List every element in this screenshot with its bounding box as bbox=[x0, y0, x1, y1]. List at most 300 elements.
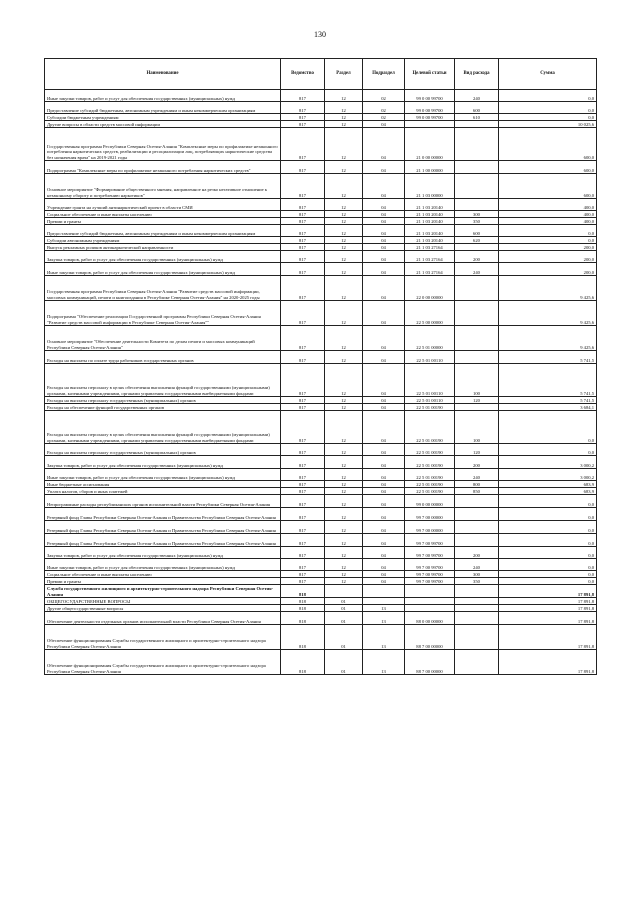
cell-expense-type bbox=[455, 585, 499, 598]
cell-expense-type bbox=[455, 625, 499, 650]
cell-name: Субсидии автономным учреждениям bbox=[45, 237, 281, 244]
cell-subsection: 13 bbox=[363, 605, 405, 612]
cell-section: 12 bbox=[325, 364, 363, 397]
table-row bbox=[45, 508, 597, 521]
table-row bbox=[45, 598, 597, 605]
cell-section: 12 bbox=[325, 225, 363, 237]
cell-name: Государственная программа Республики Северная Осетия-Алания "Развитие средств массовой информации, массовых коммуникаций, печати и книгоиздания в Республике Северная Осетия-Алания" на 2020-2025 годы bbox=[45, 276, 281, 301]
cell-target: 22 5 01 00190 bbox=[405, 481, 455, 488]
cell-target: 22 5 01 00190 bbox=[405, 456, 455, 469]
cell-section: 12 bbox=[325, 114, 363, 121]
cell-name: Закупка товаров, работ и услуг для обеспечения государственных (муниципальных) нужд bbox=[45, 547, 281, 559]
cell-section: 12 bbox=[325, 456, 363, 469]
cell-ministry: 817 bbox=[281, 364, 325, 397]
table-row bbox=[45, 114, 597, 121]
cell-ministry: 817 bbox=[281, 521, 325, 534]
cell-expense-type bbox=[455, 244, 499, 251]
cell-section: 12 bbox=[325, 199, 363, 211]
cell-sum: 0,0 bbox=[499, 90, 597, 102]
cell-sum: 600,0 bbox=[499, 128, 597, 161]
cell-ministry: 817 bbox=[281, 199, 325, 211]
table-row bbox=[45, 326, 597, 351]
cell-expense-type: 600 bbox=[455, 225, 499, 237]
header-expense-type: Вид расхода bbox=[455, 59, 499, 90]
cell-target bbox=[405, 598, 455, 605]
cell-sum: 17 891,8 bbox=[499, 598, 597, 605]
cell-expense-type: 240 bbox=[455, 90, 499, 102]
cell-name: Основное мероприятие "Обеспечение деятельности Комитета по делам печати и массовых коммуникаций Республики Северная Осетия-Алания" bbox=[45, 326, 281, 351]
cell-sum: 0,0 bbox=[499, 411, 597, 444]
cell-expense-type bbox=[455, 121, 499, 128]
cell-sum: 5 741,5 bbox=[499, 364, 597, 397]
cell-subsection: 04 bbox=[363, 456, 405, 469]
cell-section: 01 bbox=[325, 612, 363, 625]
cell-ministry: 817 bbox=[281, 263, 325, 276]
table-row bbox=[45, 174, 597, 199]
cell-sum: 0,0 bbox=[499, 559, 597, 571]
cell-target: 22 5 01 00190 bbox=[405, 444, 455, 456]
cell-ministry: 817 bbox=[281, 444, 325, 456]
cell-target bbox=[405, 605, 455, 612]
cell-section: 12 bbox=[325, 161, 363, 174]
cell-subsection: 04 bbox=[363, 521, 405, 534]
cell-ministry: 817 bbox=[281, 121, 325, 128]
cell-sum: 17 891,8 bbox=[499, 612, 597, 625]
cell-expense-type bbox=[455, 495, 499, 508]
cell-name: Премии и гранты bbox=[45, 578, 281, 585]
cell-sum: 3 684,1 bbox=[499, 404, 597, 411]
table-row bbox=[45, 521, 597, 534]
cell-subsection: 04 bbox=[363, 469, 405, 481]
table-row bbox=[45, 411, 597, 444]
cell-ministry: 817 bbox=[281, 404, 325, 411]
cell-sum: 600,0 bbox=[499, 174, 597, 199]
cell-expense-type: 120 bbox=[455, 444, 499, 456]
cell-sum: 5 741,5 bbox=[499, 397, 597, 404]
cell-subsection: 04 bbox=[363, 547, 405, 559]
cell-ministry: 817 bbox=[281, 559, 325, 571]
cell-target: 21 1 03 20140 bbox=[405, 237, 455, 244]
cell-expense-type: 240 bbox=[455, 469, 499, 481]
table-row bbox=[45, 218, 597, 225]
table-row bbox=[45, 364, 597, 397]
cell-name: Расходы на выплаты персоналу в целях обеспечения выполнения функций государственными (муниципальными) органами, казенными учреждениями, органами управления государственными внебюджетными фондами bbox=[45, 411, 281, 444]
cell-sum: 200,0 bbox=[499, 244, 597, 251]
cell-section: 12 bbox=[325, 128, 363, 161]
cell-subsection: 04 bbox=[363, 263, 405, 276]
table-row bbox=[45, 444, 597, 456]
cell-target: 21 1 03 27164 bbox=[405, 244, 455, 251]
cell-target: 21 1 03 27164 bbox=[405, 251, 455, 263]
cell-target: 21 1 03 20140 bbox=[405, 225, 455, 237]
table-row bbox=[45, 605, 597, 612]
table-row bbox=[45, 276, 597, 301]
cell-expense-type bbox=[455, 521, 499, 534]
cell-subsection: 04 bbox=[363, 128, 405, 161]
cell-expense-type bbox=[455, 605, 499, 612]
table-row bbox=[45, 397, 597, 404]
cell-name: Закупка товаров, работ и услуг для обеспечения государственных (муниципальных) нужд bbox=[45, 251, 281, 263]
cell-section: 12 bbox=[325, 559, 363, 571]
cell-section: 12 bbox=[325, 578, 363, 585]
cell-section: 12 bbox=[325, 90, 363, 102]
cell-name: Обеспечение деятельности отдельных органов исполнительной власти Республики Северная Осетия-Алания bbox=[45, 612, 281, 625]
cell-target: 99 0 00 00000 bbox=[405, 495, 455, 508]
cell-section: 12 bbox=[325, 121, 363, 128]
cell-target bbox=[405, 121, 455, 128]
cell-section: 12 bbox=[325, 397, 363, 404]
cell-expense-type: 610 bbox=[455, 114, 499, 121]
budget-table bbox=[44, 58, 597, 675]
cell-subsection: 04 bbox=[363, 578, 405, 585]
cell-target: 21 1 03 27164 bbox=[405, 263, 455, 276]
table-row bbox=[45, 102, 597, 114]
cell-name: Другие общегосударственные вопросы bbox=[45, 605, 281, 612]
cell-expense-type bbox=[455, 326, 499, 351]
cell-subsection: 04 bbox=[363, 534, 405, 547]
cell-sum: 9 425,6 bbox=[499, 276, 597, 301]
table-row bbox=[45, 121, 597, 128]
cell-expense-type: 850 bbox=[455, 488, 499, 495]
cell-name: Предоставление субсидий бюджетным, автономным учреждениям и иным некоммерческим организациям bbox=[45, 102, 281, 114]
cell-sum: 9 425,6 bbox=[499, 301, 597, 326]
table-row bbox=[45, 481, 597, 488]
cell-target: 99 7 00 99700 bbox=[405, 559, 455, 571]
cell-sum: 0,0 bbox=[499, 225, 597, 237]
table-row bbox=[45, 211, 597, 218]
table-row bbox=[45, 244, 597, 251]
cell-section: 01 bbox=[325, 650, 363, 675]
cell-expense-type bbox=[455, 174, 499, 199]
header-target: Целевой статьи bbox=[405, 59, 455, 90]
cell-target: 99 7 00 00000 bbox=[405, 521, 455, 534]
table-row bbox=[45, 199, 597, 211]
cell-sum: 3 000,2 bbox=[499, 469, 597, 481]
table-row bbox=[45, 650, 597, 675]
page-number: 130 bbox=[314, 30, 326, 39]
cell-ministry: 817 bbox=[281, 571, 325, 578]
table-row bbox=[45, 495, 597, 508]
cell-sum: 17 891,8 bbox=[499, 585, 597, 598]
cell-target: 99 7 00 99700 bbox=[405, 571, 455, 578]
table-body bbox=[45, 90, 597, 675]
cell-subsection: 04 bbox=[363, 326, 405, 351]
cell-section: 12 bbox=[325, 444, 363, 456]
cell-section: 12 bbox=[325, 469, 363, 481]
cell-section: 12 bbox=[325, 237, 363, 244]
cell-name: Закупка товаров, работ и услуг для обеспечения государственных (муниципальных) нужд bbox=[45, 456, 281, 469]
cell-expense-type bbox=[455, 650, 499, 675]
cell-subsection: 04 bbox=[363, 559, 405, 571]
header-section: Раздел bbox=[325, 59, 363, 90]
cell-name: Премии и гранты bbox=[45, 218, 281, 225]
cell-ministry: 817 bbox=[281, 114, 325, 121]
cell-ministry: 817 bbox=[281, 578, 325, 585]
cell-subsection: 04 bbox=[363, 404, 405, 411]
cell-ministry: 817 bbox=[281, 161, 325, 174]
cell-subsection: 04 bbox=[363, 276, 405, 301]
cell-sum: 3 000,2 bbox=[499, 456, 597, 469]
cell-name: Иные закупки товаров, работ и услуг для обеспечения государственных (муниципальных) нужд bbox=[45, 263, 281, 276]
cell-sum: 0,0 bbox=[499, 571, 597, 578]
cell-section: 12 bbox=[325, 521, 363, 534]
cell-section: 12 bbox=[325, 495, 363, 508]
table-row bbox=[45, 263, 597, 276]
cell-subsection: 04 bbox=[363, 237, 405, 244]
table-row bbox=[45, 488, 597, 495]
table-row bbox=[45, 351, 597, 364]
cell-expense-type bbox=[455, 508, 499, 521]
cell-section: 12 bbox=[325, 218, 363, 225]
cell-sum: 17 891,8 bbox=[499, 625, 597, 650]
table-row bbox=[45, 251, 597, 263]
table-row bbox=[45, 547, 597, 559]
cell-expense-type bbox=[455, 404, 499, 411]
cell-sum: 10 025,6 bbox=[499, 121, 597, 128]
cell-sum: 683,9 bbox=[499, 488, 597, 495]
cell-target bbox=[405, 585, 455, 598]
cell-section: 12 bbox=[325, 326, 363, 351]
cell-expense-type: 600 bbox=[455, 102, 499, 114]
cell-subsection: 02 bbox=[363, 90, 405, 102]
cell-subsection: 04 bbox=[363, 121, 405, 128]
cell-section: 12 bbox=[325, 251, 363, 263]
cell-ministry: 817 bbox=[281, 90, 325, 102]
cell-name: Уплата налогов, сборов и иных платежей bbox=[45, 488, 281, 495]
table-row bbox=[45, 225, 597, 237]
cell-expense-type: 200 bbox=[455, 547, 499, 559]
cell-target: 21 1 03 20140 bbox=[405, 218, 455, 225]
cell-sum: 400,0 bbox=[499, 199, 597, 211]
cell-target: 21 0 00 00000 bbox=[405, 128, 455, 161]
cell-section: 12 bbox=[325, 174, 363, 199]
cell-name: Резервный фонд Главы Республики Северная Осетия-Алания и Правительства Республики Северная Осетия-Алания bbox=[45, 534, 281, 547]
cell-subsection: 04 bbox=[363, 488, 405, 495]
cell-name: Учреждение гранта на лучший антинаркотический проект в области СМИ bbox=[45, 199, 281, 211]
cell-target: 99 0 00 99700 bbox=[405, 102, 455, 114]
cell-subsection: 04 bbox=[363, 411, 405, 444]
cell-name: Подпрограмма "Обеспечение реализации Государственной программы Республики Северная Осетия-Алания "Развитие средств массовой информации в Республике Северная Осетия-Алания"" bbox=[45, 301, 281, 326]
table-row bbox=[45, 404, 597, 411]
cell-ministry: 817 bbox=[281, 488, 325, 495]
cell-target: 99 7 00 00000 bbox=[405, 508, 455, 521]
cell-ministry: 817 bbox=[281, 456, 325, 469]
cell-section: 12 bbox=[325, 351, 363, 364]
cell-section: 12 bbox=[325, 301, 363, 326]
cell-sum: 0,0 bbox=[499, 237, 597, 244]
cell-section: 12 bbox=[325, 211, 363, 218]
cell-subsection: 04 bbox=[363, 211, 405, 218]
cell-name: Иные бюджетные ассигнования bbox=[45, 481, 281, 488]
cell-section: 12 bbox=[325, 102, 363, 114]
table-row bbox=[45, 534, 597, 547]
cell-subsection: 04 bbox=[363, 444, 405, 456]
cell-name: Выпуск рекламных роликов антинаркотической направленности bbox=[45, 244, 281, 251]
cell-name: Обеспечение функционирования Службы государственного жилищного и архитектурно-строительного надзора Республики Северная Осетия-Алания bbox=[45, 625, 281, 650]
table-row bbox=[45, 585, 597, 598]
cell-section: 01 bbox=[325, 598, 363, 605]
cell-target: 21 1 03 00000 bbox=[405, 174, 455, 199]
cell-expense-type: 200 bbox=[455, 251, 499, 263]
cell-name: Резервный фонд Главы Республики Северная Осетия-Алания и Правительства Республики Северная Осетия-Алания bbox=[45, 508, 281, 521]
cell-name: Основное мероприятие "Формирование общественного мнения, направленное на резко негативное отношение к незаконному обороту и потреблению наркотиков" bbox=[45, 174, 281, 199]
cell-sum: 17 891,8 bbox=[499, 605, 597, 612]
cell-sum: 683,9 bbox=[499, 481, 597, 488]
cell-subsection: 04 bbox=[363, 218, 405, 225]
cell-expense-type bbox=[455, 598, 499, 605]
cell-name: Расходы на обеспечение функций государственных органов bbox=[45, 404, 281, 411]
cell-subsection: 04 bbox=[363, 571, 405, 578]
cell-target: 22 5 01 00190 bbox=[405, 488, 455, 495]
cell-subsection: 04 bbox=[363, 301, 405, 326]
cell-sum: 200,0 bbox=[499, 251, 597, 263]
cell-ministry: 818 bbox=[281, 650, 325, 675]
cell-expense-type bbox=[455, 534, 499, 547]
cell-ministry: 817 bbox=[281, 534, 325, 547]
cell-sum: 9 425,6 bbox=[499, 326, 597, 351]
cell-ministry: 817 bbox=[281, 411, 325, 444]
cell-sum: 17 891,8 bbox=[499, 650, 597, 675]
cell-sum: 0,0 bbox=[499, 114, 597, 121]
cell-subsection: 04 bbox=[363, 508, 405, 521]
cell-ministry: 817 bbox=[281, 276, 325, 301]
cell-target: 88 7 00 00000 bbox=[405, 625, 455, 650]
cell-subsection: 13 bbox=[363, 650, 405, 675]
cell-ministry: 817 bbox=[281, 251, 325, 263]
cell-target: 21 1 00 00000 bbox=[405, 161, 455, 174]
cell-section: 12 bbox=[325, 404, 363, 411]
cell-sum: 0,0 bbox=[499, 534, 597, 547]
cell-subsection bbox=[363, 598, 405, 605]
cell-sum: 0,0 bbox=[499, 508, 597, 521]
cell-section: 12 bbox=[325, 547, 363, 559]
cell-ministry: 817 bbox=[281, 508, 325, 521]
cell-name: Подпрограмма "Комплексные меры по профилактике незаконного потребления наркотических средств" bbox=[45, 161, 281, 174]
cell-ministry: 817 bbox=[281, 237, 325, 244]
cell-name: Социальное обеспечение и иные выплаты населению bbox=[45, 571, 281, 578]
cell-section: 12 bbox=[325, 411, 363, 444]
cell-section: 01 bbox=[325, 605, 363, 612]
cell-sum: 400,0 bbox=[499, 218, 597, 225]
cell-sum: 0,0 bbox=[499, 521, 597, 534]
cell-target: 22 5 00 00000 bbox=[405, 301, 455, 326]
cell-target: 21 1 03 20140 bbox=[405, 211, 455, 218]
cell-ministry: 817 bbox=[281, 326, 325, 351]
cell-expense-type: 300 bbox=[455, 571, 499, 578]
cell-subsection: 13 bbox=[363, 625, 405, 650]
cell-sum: 600,0 bbox=[499, 161, 597, 174]
cell-sum: 0,0 bbox=[499, 578, 597, 585]
cell-name: Другие вопросы в области средств массовой информации bbox=[45, 121, 281, 128]
table-row bbox=[45, 625, 597, 650]
cell-section: 12 bbox=[325, 263, 363, 276]
cell-subsection: 02 bbox=[363, 102, 405, 114]
cell-expense-type: 620 bbox=[455, 237, 499, 244]
cell-ministry: 817 bbox=[281, 469, 325, 481]
cell-subsection: 13 bbox=[363, 612, 405, 625]
cell-section: 12 bbox=[325, 244, 363, 251]
cell-target: 22 0 00 00000 bbox=[405, 276, 455, 301]
cell-subsection: 04 bbox=[363, 244, 405, 251]
cell-name: Иные закупки товаров, работ и услуг для обеспечения государственных (муниципальных) нужд bbox=[45, 559, 281, 571]
cell-target: 22 5 01 00000 bbox=[405, 326, 455, 351]
cell-expense-type bbox=[455, 199, 499, 211]
cell-subsection: 04 bbox=[363, 174, 405, 199]
cell-ministry: 817 bbox=[281, 128, 325, 161]
cell-expense-type bbox=[455, 128, 499, 161]
cell-expense-type bbox=[455, 301, 499, 326]
cell-name: Предоставление субсидий бюджетным, автономным учреждениям и иным некоммерческим организациям bbox=[45, 225, 281, 237]
cell-expense-type bbox=[455, 161, 499, 174]
cell-ministry: 817 bbox=[281, 301, 325, 326]
cell-section bbox=[325, 585, 363, 598]
cell-name: Расходы на выплаты персоналу государственных (муниципальных) органов bbox=[45, 444, 281, 456]
cell-target: 99 7 00 99700 bbox=[405, 578, 455, 585]
cell-ministry: 818 bbox=[281, 598, 325, 605]
cell-target: 22 5 01 00190 bbox=[405, 469, 455, 481]
cell-expense-type: 350 bbox=[455, 218, 499, 225]
cell-target: 22 5 01 00190 bbox=[405, 404, 455, 411]
cell-name: Иные закупки товаров, работ и услуг для обеспечения государственных (муниципальных) нужд bbox=[45, 469, 281, 481]
cell-section: 12 bbox=[325, 481, 363, 488]
cell-subsection: 04 bbox=[363, 251, 405, 263]
cell-ministry: 817 bbox=[281, 351, 325, 364]
cell-section: 01 bbox=[325, 625, 363, 650]
table-row bbox=[45, 456, 597, 469]
cell-ministry: 818 bbox=[281, 612, 325, 625]
cell-expense-type: 240 bbox=[455, 263, 499, 276]
cell-expense-type: 200 bbox=[455, 456, 499, 469]
cell-target: 21 1 03 20140 bbox=[405, 199, 455, 211]
cell-target: 22 5 01 00110 bbox=[405, 351, 455, 364]
cell-target: 99 7 00 99700 bbox=[405, 534, 455, 547]
cell-ministry: 817 bbox=[281, 547, 325, 559]
cell-target: 22 5 01 00110 bbox=[405, 364, 455, 397]
cell-section: 12 bbox=[325, 488, 363, 495]
cell-name: Резервный фонд Главы Республики Северная Осетия-Алания и Правительства Республики Северная Осетия-Алания bbox=[45, 521, 281, 534]
cell-section: 12 bbox=[325, 571, 363, 578]
table-row bbox=[45, 571, 597, 578]
cell-expense-type: 120 bbox=[455, 397, 499, 404]
header-subsection: Подраздел bbox=[363, 59, 405, 90]
table-row bbox=[45, 578, 597, 585]
cell-expense-type: 100 bbox=[455, 411, 499, 444]
cell-ministry: 818 bbox=[281, 585, 325, 598]
cell-target: 99 7 00 99700 bbox=[405, 547, 455, 559]
cell-name: Расходы на выплаты персоналу в целях обеспечения выполнения функций государственными (муниципальными) органами, казенными учреждениями, органами управления государственными внебюджетными фондами bbox=[45, 364, 281, 397]
table-row bbox=[45, 301, 597, 326]
cell-name: Расходы на выплаты персоналу государственных (муниципальных) органов bbox=[45, 397, 281, 404]
cell-subsection: 02 bbox=[363, 114, 405, 121]
cell-section: 12 bbox=[325, 276, 363, 301]
cell-sum: 400,0 bbox=[499, 211, 597, 218]
cell-name: ОБЩЕГОСУДАРСТВЕННЫЕ ВОПРОСЫ bbox=[45, 598, 281, 605]
cell-name: Расходы на выплаты по оплате труда работников государственных органов bbox=[45, 351, 281, 364]
cell-expense-type bbox=[455, 276, 499, 301]
cell-ministry: 817 bbox=[281, 495, 325, 508]
cell-target: 99 0 00 99700 bbox=[405, 90, 455, 102]
cell-target: 88 0 00 00000 bbox=[405, 612, 455, 625]
cell-expense-type bbox=[455, 612, 499, 625]
cell-ministry: 817 bbox=[281, 102, 325, 114]
cell-subsection: 04 bbox=[363, 161, 405, 174]
header-name: Наименование bbox=[45, 59, 281, 90]
cell-sum: 200,0 bbox=[499, 263, 597, 276]
cell-subsection: 04 bbox=[363, 495, 405, 508]
table-row bbox=[45, 128, 597, 161]
table-row bbox=[45, 469, 597, 481]
cell-ministry: 817 bbox=[281, 397, 325, 404]
